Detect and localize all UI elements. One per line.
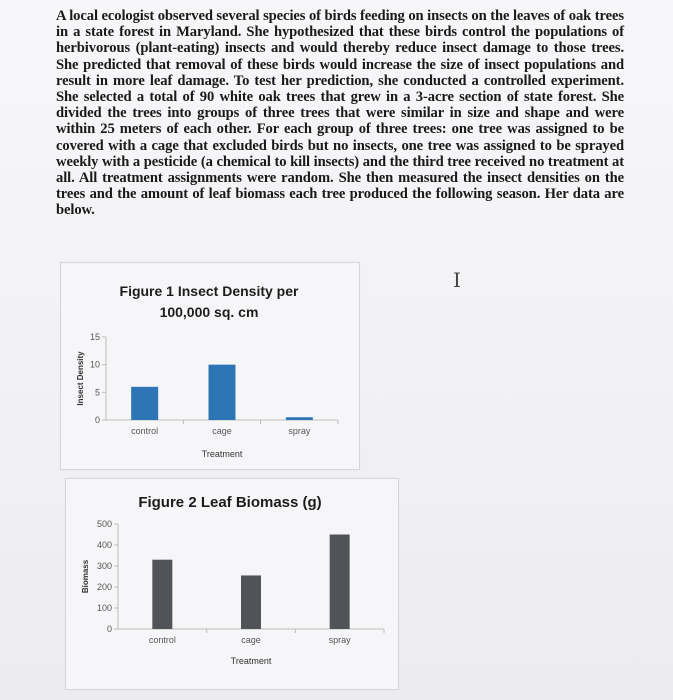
chart-title-line1: Figure 1 Insect Density per [119,283,299,299]
x-axis-label: Treatment [230,656,272,666]
y-axis-label: Insect Density [76,351,85,406]
x-category-label: cage [241,635,261,645]
y-tick-label: 0 [94,415,100,425]
figure-1-svg [61,263,359,469]
x-category-label: cage [212,426,232,436]
chart-title-line2: 100,000 sq. cm [159,304,259,320]
y-tick-label: 5 [94,387,100,398]
figure-1-insect-density-chart [60,262,360,470]
y-tick-label: 300 [96,561,112,571]
y-tick-label: 0 [106,624,112,634]
y-tick-label: 400 [96,540,112,550]
x-axis-label: Treatment [201,449,243,459]
problem-paragraph: A local ecologist observed several species of birds feeding on insects on the leaves of oak trees in a state forest in Maryland. She hypothesized that these birds control the populations of herbivorous (plant-eating) insects and would thereby reduce insect damage to those trees. She predicted that removal of these birds would increase the size of insect populations and result in more leaf damage. To test her prediction, she conducted a controlled experiment. She selected a total of 90 white oak trees that grew in a 3-acre section of state forest. She divided the trees into groups of three trees that were similar in size and shape and were within 25 meters of each other. For each group of three trees: one tree was assigned to be covered with a cage that excluded birds but no insects, one tree was assigned to be sprayed weekly with a pesticide (a chemical to kill insects) and the third tree received no treatment at all. All treatment assignments were random. She then measured the insect densities on the trees and the amount of leaf biomass each tree produced the following season. Her data are below. [56,8,624,219]
bar-control [152,560,172,629]
y-tick-label: 100 [96,603,112,613]
bar-spray [286,417,313,420]
y-tick-label: 15 [89,332,100,342]
figure-2-leaf-biomass-chart [65,478,399,690]
y-axis-label: Biomass [81,559,90,594]
bar-control [131,387,158,420]
chart-title: Figure 2 Leaf Biomass (g) [138,494,322,511]
y-tick-label: 10 [89,359,100,370]
x-category-label: spray [288,426,311,436]
x-category-label: spray [328,635,351,645]
bar-spray [330,535,350,630]
y-tick-label: 500 [96,519,112,529]
y-tick-label: 200 [96,582,112,592]
text-cursor-icon: I [453,268,461,292]
x-category-label: control [131,426,159,436]
bar-cage [209,365,236,420]
figure-2-svg [66,479,398,689]
bar-cage [241,575,261,629]
x-category-label: control [148,635,176,645]
